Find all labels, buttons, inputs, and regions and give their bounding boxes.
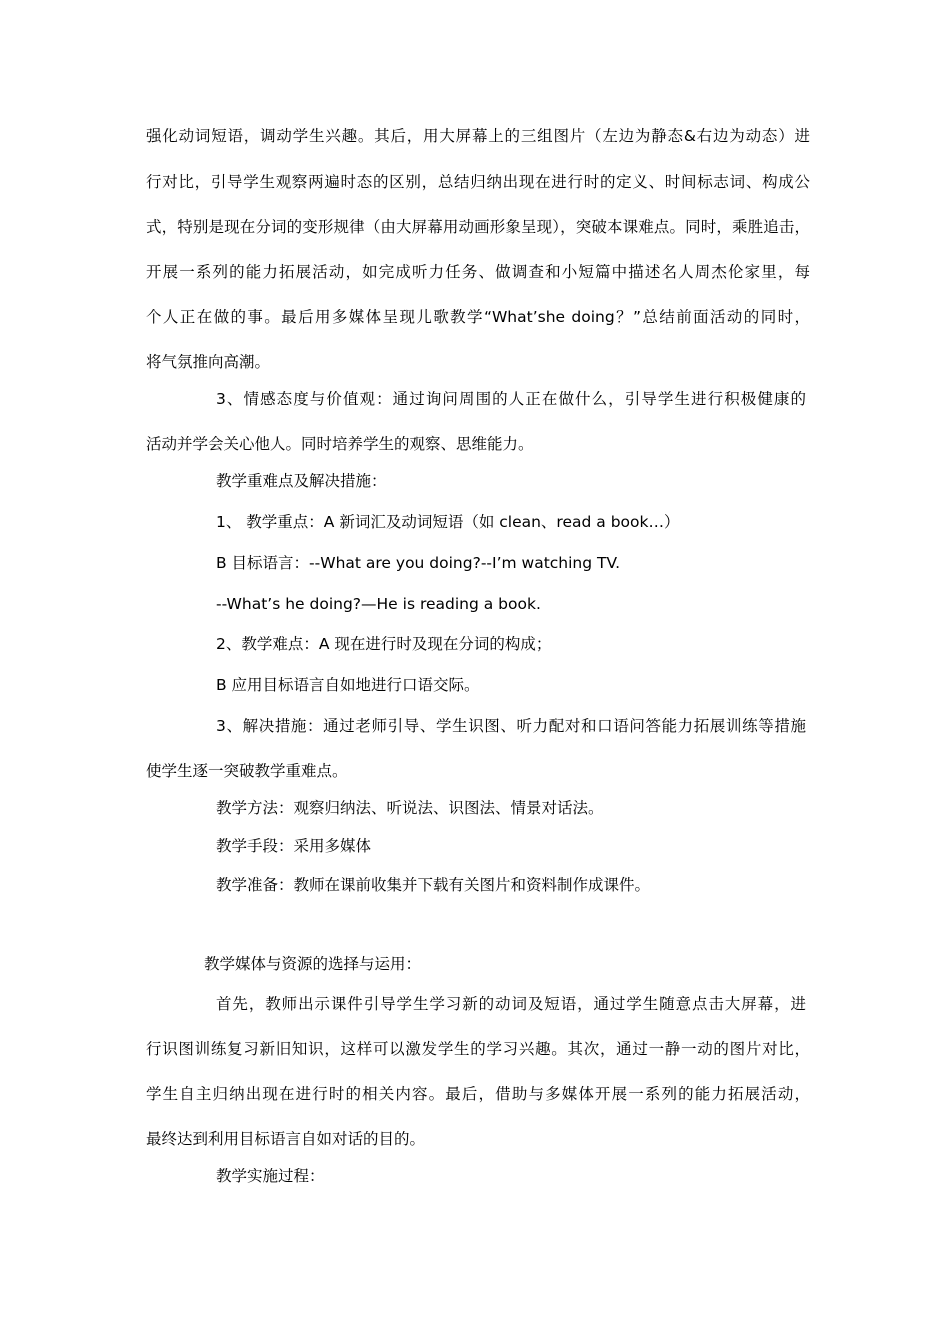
list-item: B 应用目标语言自如地进行口语交际。 — [216, 676, 480, 694]
paragraph-line: 强化动词短语，调动学生兴趣。其后，用大屏幕上的三组图片（左边为静态&右边为动态）进 — [146, 127, 810, 145]
paragraph-line: 3、情感态度与价值观：通过询问周围的人正在做什么，引导学生进行积极健康的 — [216, 390, 806, 408]
paragraph-line: 学生自主归纳出现在进行时的相关内容。最后，借助与多媒体开展一系列的能力拓展活动， — [146, 1085, 810, 1103]
paragraph-line: 教学手段：采用多媒体 — [216, 837, 372, 855]
list-item: 1、 教学重点：A 新词汇及动词短语（如 clean、read a book…） — [216, 513, 680, 531]
paragraph-line: 个人正在做的事。最后用多媒体呈现儿歌教学“What’she doing？”总结前面活动的同时， — [146, 308, 810, 326]
paragraph-line: 将气氛推向高潮。 — [146, 353, 271, 371]
paragraph-line: 首先，教师出示课件引导学生学习新的动词及短语，通过学生随意点击大屏幕，进 — [216, 995, 806, 1013]
list-item: --What’s he doing?—He is reading a book. — [216, 595, 541, 613]
paragraph-line: 式，特别是现在分词的变形规律（由大屏幕用动画形象呈现），突破本课难点。同时，乘胜追击， — [146, 218, 810, 236]
paragraph-line: 行识图训练复习新旧知识，这样可以激发学生的学习兴趣。其次，通过一静一动的图片对比， — [146, 1040, 810, 1058]
paragraph-line: 使学生逐一突破教学重难点。 — [146, 762, 348, 780]
paragraph-line: 教学方法：观察归纳法、听说法、识图法、情景对话法。 — [216, 799, 604, 817]
paragraph-line: 教学准备：教师在课前收集并下载有关图片和资料制作成课件。 — [216, 876, 651, 894]
section-heading: 教学实施过程： — [216, 1167, 325, 1185]
section-heading: 教学重难点及解决措施： — [216, 472, 387, 490]
list-item: B 目标语言：--What are you doing?--I’m watching TV. — [216, 554, 621, 572]
paragraph-line: 开展一系列的能力拓展活动，如完成听力任务、做调查和小短篇中描述名人周杰伦家里，每 — [146, 263, 810, 281]
paragraph-line: 活动并学会关心他人。同时培养学生的观察、思维能力。 — [146, 435, 534, 453]
list-item: 3、解决措施：通过老师引导、学生识图、听力配对和口语问答能力拓展训练等措施 — [216, 717, 806, 735]
paragraph-line: 行对比，引导学生观察两遍时态的区别，总结归纳出现在进行时的定义、时间标志词、构成公 — [146, 173, 810, 191]
list-item: 2、教学难点：A 现在进行时及现在分词的构成； — [216, 635, 552, 653]
section-heading: 教学媒体与资源的选择与运用： — [204, 955, 422, 973]
paragraph-line: 最终达到利用目标语言自如对话的目的。 — [146, 1130, 426, 1148]
